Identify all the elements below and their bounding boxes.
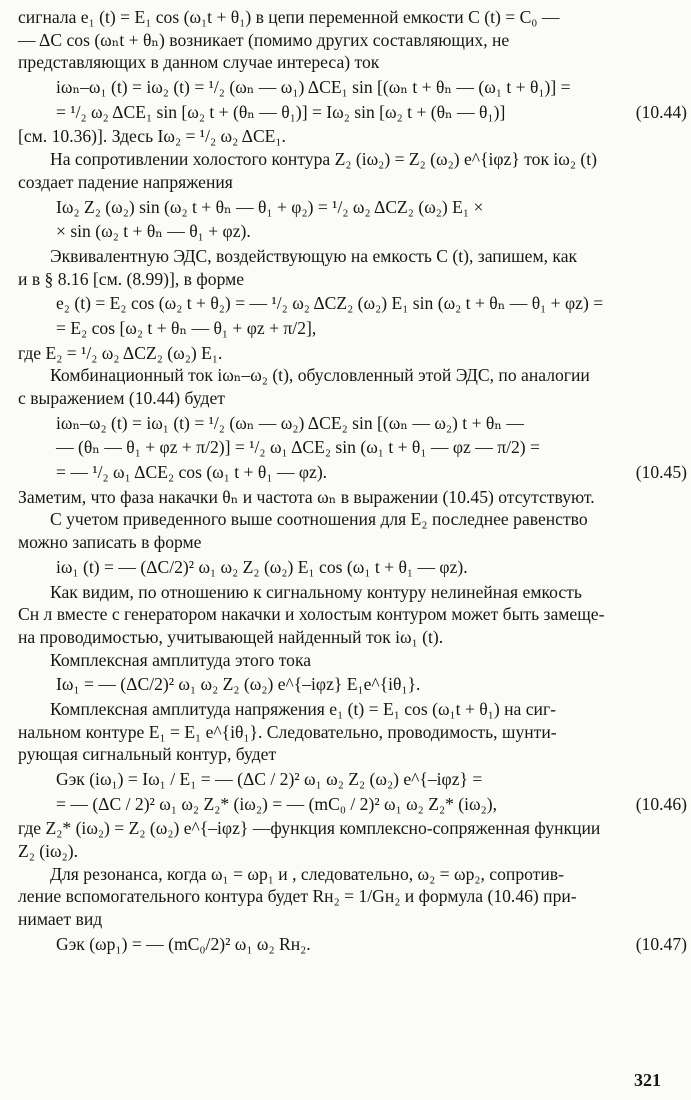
paragraph-line: — ΔC cos (ωₙt + θₙ) возникает (помимо других составляющих, не — [18, 29, 510, 50]
equation-line — [56, 317, 673, 340]
paragraph-line: Комплексная амплитуда напряжения e₁ (t) = E₁ cos (ω₁t + θ₁) на сиг- — [50, 698, 557, 719]
paragraph-line: сигнала e₁ (t) = E₁ cos (ω₁t + θ₁) в цепи переменной емкости C (t) = C₀ — — [18, 7, 560, 27]
equation-line — [56, 673, 673, 696]
paragraph-line: Z₂ (iω₂). — [18, 841, 78, 862]
equation-line — [56, 101, 687, 124]
paragraph-line: [см. 10.36)]. Здесь Iω₂ = ¹/₂ ω₂ ΔCE₁. — [18, 126, 286, 147]
paragraph-line: нимает вид — [18, 909, 103, 930]
equation-text: iωₙ–ω₂ (t) = iω₁ (t) = ¹/₂ (ωₙ — ω₂) ΔCE₂ sin [(ωₙ — ω₂) t + θₙ — — [56, 412, 524, 433]
paragraph-line: нальном контуре E₁ = E₁ e^{iθ₁}. Следовательно, проводимость, шунти- — [18, 721, 557, 742]
paragraph-line: Комбинационный ток iωₙ–ω₂ (t), обусловленный этой ЭДС, по аналогии — [50, 365, 590, 386]
equation-text: Iω₂ Z₂ (ω₂) sin (ω₂ t + θₙ — θ₁ + φ₂) = ¹/₂ ω₂ ΔCZ₂ (ω₂) E₁ × — [56, 196, 484, 217]
equation-number: (10.46) — [635, 793, 687, 814]
paragraph-line: где E₂ = ¹/₂ ω₂ ΔCZ₂ (ω₂) E₁. — [18, 342, 223, 363]
paragraph-line: рующая сигнальный контур, будет — [18, 744, 277, 765]
equation-text: iω₁ (t) = — (ΔC/2)² ω₁ ω₂ Z₂ (ω₂) E₁ cos (ω₁ t + θ₁ — φz). — [56, 556, 468, 577]
equation-line — [56, 220, 673, 243]
equation-line — [56, 461, 687, 484]
equation-number: (10.47) — [635, 933, 687, 954]
paragraph-line: Комплексная амплитуда этого тока — [50, 649, 312, 670]
paragraph-line: Как видим, по отношению к сигнальному контуру нелинейная емкость — [50, 581, 582, 602]
equation-line — [56, 793, 687, 816]
paragraph-line: Эквивалентную ЭДС, воздействующую на емкость C (t), запишем, как — [50, 245, 578, 266]
equation-line — [56, 436, 673, 459]
equation-text: × sin (ω₂ t + θₙ — θ₁ + φz). — [56, 221, 251, 242]
paragraph-line: ление вспомогательного контура будет Rн₂ = 1/Gн₂ и формула (10.46) при- — [18, 886, 577, 907]
paragraph-line: представляющих в данном случае интереса) ток — [18, 52, 380, 73]
equation-text: = E₂ cos [ω₂ t + θₙ — θ₁ + φz + π/2], — [56, 317, 317, 338]
equation-line — [56, 556, 673, 579]
equation-text: Gэк (ωp₁) = — (mC₀/2)² ω₁ ω₂ Rн₂. — [56, 933, 311, 954]
equation-line — [56, 196, 673, 219]
paragraph-line: и в § 8.16 [см. (8.99)], в форме — [18, 268, 245, 289]
equation-text: = — ¹/₂ ω₁ ΔCE₂ cos (ω₁ t + θ₁ — φz). — [56, 462, 328, 483]
equation-line — [56, 933, 687, 956]
equation-text: = — (ΔC / 2)² ω₁ ω₂ Z₂* (iω₂) = — (mC₀ / 2)² ω₁ ω₂ Z₂* (iω₂), — [56, 793, 498, 814]
paragraph-line: На сопротивлении холостого контура Z₂ (iω₂) = Z₂ (ω₂) e^{iφz} ток iω₂ (t) — [50, 149, 598, 170]
text-body — [18, 6, 687, 956]
equation-number: (10.44) — [635, 101, 687, 122]
equation-number: (10.45) — [635, 462, 687, 483]
paragraph-line: Заметим, что фаза накачки θₙ и частота ωₙ в выражении (10.45) отсутствуют. — [18, 486, 595, 507]
equation-line — [56, 768, 673, 791]
paragraph-line: Cн л вместе с генератором накачки и холостым контуром может быть замеще- — [18, 604, 605, 625]
equation-text: e₂ (t) = E₂ cos (ω₂ t + θ₂) = — ¹/₂ ω₂ ΔCZ₂ (ω₂) E₁ sin (ω₂ t + θₙ — θ₁ + φz) = — [56, 293, 604, 314]
paragraph-line: С учетом приведенного выше соотношения для E₂ последнее равенство — [50, 509, 588, 530]
paragraph-line: на проводимостью, учитывающей найденный ток iω₁ (t). — [18, 626, 444, 647]
equation-text: = ¹/₂ ω₂ ΔCE₁ sin [ω₂ t + (θₙ — θ₁)] = Iω₂ sin [ω₂ t + (θₙ — θ₁)] — [56, 101, 506, 122]
paragraph-line: где Z₂* (iω₂) = Z₂ (ω₂) e^{–iφz} —функция комплексно-сопряженная функции — [18, 818, 601, 839]
paragraph-line: создает падение напряжения — [18, 171, 233, 192]
paragraph-line: с выражением (10.44) будет — [18, 388, 225, 408]
equation-text: Iω₁ = — (ΔC/2)² ω₁ ω₂ Z₂ (ω₂) e^{–iφz} E₁e^{iθ₁}. — [56, 674, 421, 695]
page-content — [18, 6, 687, 958]
equation-text: Gэк (iω₁) = Iω₁ / E₁ = — (ΔC / 2)² ω₁ ω₂ Z₂ (ω₂) e^{–iφz} = — [56, 769, 483, 789]
paragraph-line: Для резонанса, когда ω₁ = ωp₁ и , следовательно, ω₂ = ωp₂, сопротив- — [50, 863, 564, 884]
paragraph-line: можно записать в форме — [18, 532, 202, 553]
equation-text: iωₙ–ω₁ (t) = iω₂ (t) = ¹/₂ (ωₙ — ω₁) ΔCE₁ sin [(ωₙ t + θₙ — (ω₁ t + θ₁)] = — [56, 77, 571, 98]
page-number: 321 — [634, 1069, 661, 1090]
equation-line — [56, 76, 673, 99]
equation-text: — (θₙ — θ₁ + φz + π/2)] = ¹/₂ ω₁ ΔCE₂ sin (ω₁ t + θ₁ — φz — π/2) = — [56, 437, 540, 458]
equation-line — [56, 292, 673, 315]
equation-line — [56, 412, 673, 435]
